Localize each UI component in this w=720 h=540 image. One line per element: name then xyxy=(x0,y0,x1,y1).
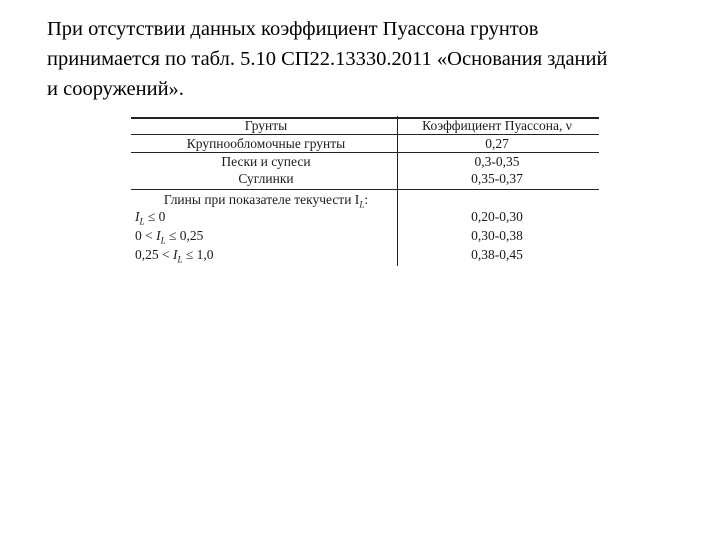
condition-cell: $0,25 < I_L \le 1,0$ xyxy=(135,247,214,265)
column-header-soil: Грунты xyxy=(244,118,288,133)
intro-line: и сооружений». xyxy=(47,78,184,100)
condition-cell: $0 < I_L \le 0,25$ xyxy=(135,228,204,246)
value-cell: 0,30-0,38 xyxy=(471,228,523,243)
column-header-poisson: Коэффициент Пуассона, ν xyxy=(422,118,572,133)
value-cell: 0,27 xyxy=(485,136,509,151)
poisson-ratio-table xyxy=(131,116,599,266)
intro-line: При отсутствии данных коэффициент Пуассона грунтов xyxy=(47,18,539,40)
value-cell: 0,35-0,37 xyxy=(471,171,523,186)
condition-cell: $I_L \le 0$ xyxy=(135,209,166,227)
intro-paragraph xyxy=(47,14,715,104)
clay-group-title: Глины при показателе текучести $I_L$: xyxy=(163,192,369,210)
value-cell: 0,38-0,45 xyxy=(471,247,523,262)
soil-cell: Суглинки xyxy=(238,171,294,186)
soil-cell: Крупнообломочные грунты xyxy=(186,136,346,151)
value-cell: 0,20-0,30 xyxy=(471,209,523,224)
soil-cell: Пески и супеси xyxy=(221,154,311,169)
table-row-divider xyxy=(131,152,599,153)
intro-line: принимается по табл. 5.10 СП22.13330.2011 «Основания зданий xyxy=(47,48,608,70)
table-column-divider xyxy=(397,116,398,266)
table-header-divider xyxy=(131,134,599,135)
table-row-divider xyxy=(131,189,599,190)
value-cell: 0,3-0,35 xyxy=(474,154,520,169)
